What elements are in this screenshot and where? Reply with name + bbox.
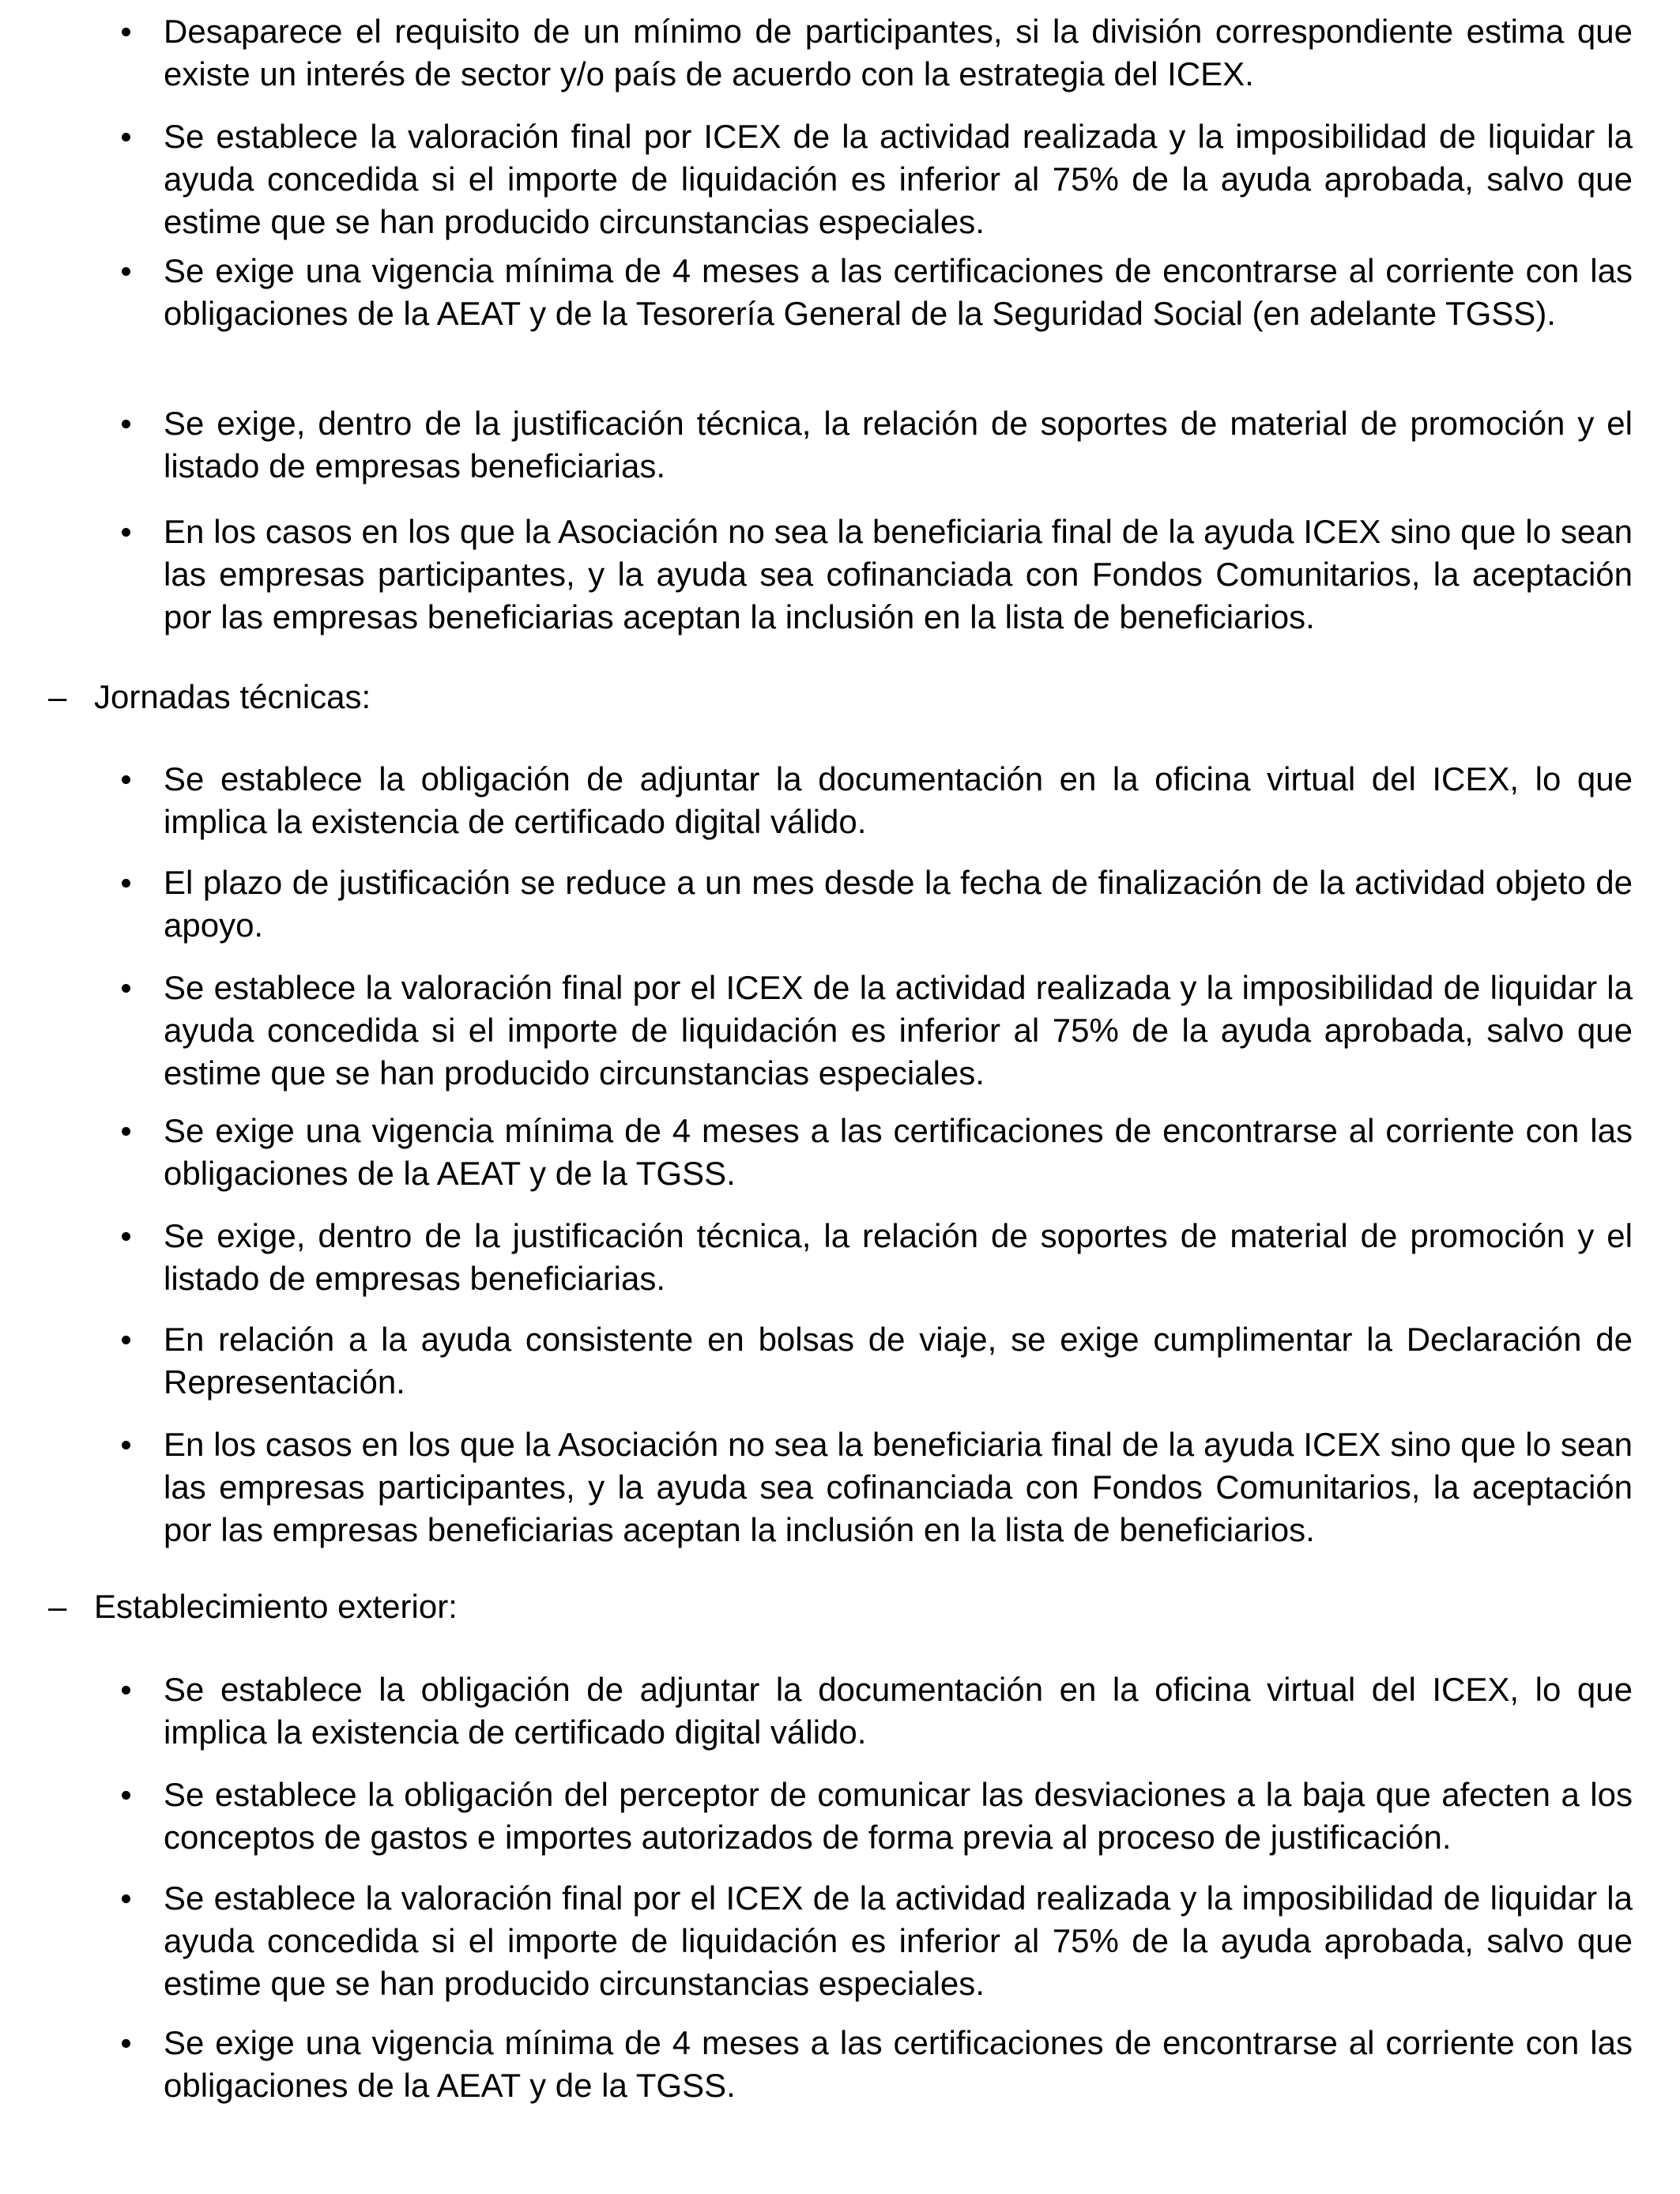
bullet-icon bbox=[118, 758, 134, 801]
bullet-icon bbox=[118, 1110, 134, 1152]
list-item bbox=[164, 115, 1633, 243]
bullet-icon bbox=[118, 861, 134, 904]
section-title: Jornadas técnicas: bbox=[94, 678, 371, 715]
list-item bbox=[164, 1668, 1633, 1754]
item-text: Desaparece el requisito de un mínimo de participantes, si la división correspondiente estima que existe un interés de sector y/o país de acuerdo con la estrategia del ICEX. bbox=[164, 13, 1633, 92]
item-text: Se establece la obligación de adjuntar la documentación en la oficina virtual del ICEX, lo que implica la existencia de certificado digital válido. bbox=[164, 1671, 1633, 1751]
list-item bbox=[164, 2022, 1633, 2107]
item-text: En los casos en los que la Asociación no sea la beneficiaria final de la ayuda ICEX sino que lo sean las empresas participantes, y la ayuda sea cofinanciada con Fondos Comunitarios, la aceptación por las empresas beneficiarias aceptan la inclusión en la lista de beneficiarios. bbox=[164, 513, 1633, 635]
item-text: El plazo de justificación se reduce a un mes desde la fecha de finalización de la actividad objeto de apoyo. bbox=[164, 864, 1633, 944]
bullet-icon bbox=[118, 1318, 134, 1361]
bullet-icon bbox=[118, 1215, 134, 1257]
list-item bbox=[164, 861, 1633, 947]
item-text: En los casos en los que la Asociación no sea la beneficiaria final de la ayuda ICEX sino que lo sean las empresas participantes, y la ayuda sea cofinanciada con Fondos Comunitarios, la aceptación por las empresas beneficiarias aceptan la inclusión en la lista de beneficiarios. bbox=[164, 1426, 1633, 1548]
list-item bbox=[164, 1215, 1633, 1300]
item-text: Se establece la valoración final por el ICEX de la actividad realizada y la imposibilidad de liquidar la ayuda concedida si el importe de liquidación es inferior al 75% de la ayuda aprobada, salvo que estime que se han producido circunstancias especiales. bbox=[164, 969, 1633, 1091]
bullet-icon bbox=[118, 402, 134, 445]
list-item bbox=[164, 1774, 1633, 1859]
section-heading-establecimiento bbox=[48, 1585, 458, 1628]
section-title: Establecimiento exterior: bbox=[94, 1588, 458, 1625]
dash-icon: – bbox=[48, 1588, 67, 1625]
item-text: Se exige una vigencia mínima de 4 meses a las certificaciones de encontrarse al corriente con las obligaciones de la AEAT y de la Tesorería General de la Seguridad Social (en adelante TGSS). bbox=[164, 252, 1633, 332]
list-item bbox=[164, 1423, 1633, 1551]
item-text: Se establece la obligación del perceptor de comunicar las desviaciones a la baja que afecten a los conceptos de gastos e importes autorizados de forma previa al proceso de justificación. bbox=[164, 1776, 1633, 1856]
item-text: Se establece la valoración final por ICEX de la actividad realizada y la imposibilidad de liquidar la ayuda concedida si el importe de liquidación es inferior al 75% de la ayuda aprobada, salvo que estime que se han producido circunstancias especiales. bbox=[164, 118, 1633, 240]
bullet-icon bbox=[118, 511, 134, 553]
bullet-icon bbox=[118, 2022, 134, 2064]
bullet-icon bbox=[118, 10, 134, 53]
item-text: Se exige, dentro de la justificación técnica, la relación de soportes de material de promoción y el listado de empresas beneficiarias. bbox=[164, 1217, 1633, 1297]
item-text: Se establece la obligación de adjuntar la documentación en la oficina virtual del ICEX, lo que implica la existencia de certificado digital válido. bbox=[164, 760, 1633, 840]
item-text: Se exige una vigencia mínima de 4 meses a las certificaciones de encontrarse al corriente con las obligaciones de la AEAT y de la TGSS. bbox=[164, 2024, 1633, 2104]
list-item bbox=[164, 250, 1633, 335]
bullet-icon bbox=[118, 115, 134, 158]
bullet-icon bbox=[118, 1668, 134, 1711]
bullet-icon bbox=[118, 1423, 134, 1466]
list-item bbox=[164, 402, 1633, 488]
list-item bbox=[164, 1318, 1633, 1404]
bullet-icon bbox=[118, 1774, 134, 1816]
dash-icon: – bbox=[48, 678, 67, 715]
item-text: Se establece la valoración final por el ICEX de la actividad realizada y la imposibilidad de liquidar la ayuda concedida si el importe de liquidación es inferior al 75% de la ayuda aprobada, salvo que estime que se han producido circunstancias especiales. bbox=[164, 1879, 1633, 2002]
list-item bbox=[164, 10, 1633, 96]
section-heading-jornadas bbox=[48, 676, 371, 718]
item-text: Se exige, dentro de la justificación técnica, la relación de soportes de material de promoción y el listado de empresas beneficiarias. bbox=[164, 405, 1633, 484]
item-text: En relación a la ayuda consistente en bolsas de viaje, se exige cumplimentar la Declaración de Representación. bbox=[164, 1321, 1633, 1400]
list-item bbox=[164, 1877, 1633, 2005]
bullet-icon bbox=[118, 1877, 134, 1920]
list-item bbox=[164, 967, 1633, 1095]
item-text: Se exige una vigencia mínima de 4 meses a las certificaciones de encontrarse al corriente con las obligaciones de la AEAT y de la TGSS. bbox=[164, 1112, 1633, 1192]
list-item bbox=[164, 1110, 1633, 1195]
bullet-icon bbox=[118, 250, 134, 292]
bullet-icon bbox=[118, 967, 134, 1009]
list-item bbox=[164, 758, 1633, 843]
list-item bbox=[164, 511, 1633, 639]
